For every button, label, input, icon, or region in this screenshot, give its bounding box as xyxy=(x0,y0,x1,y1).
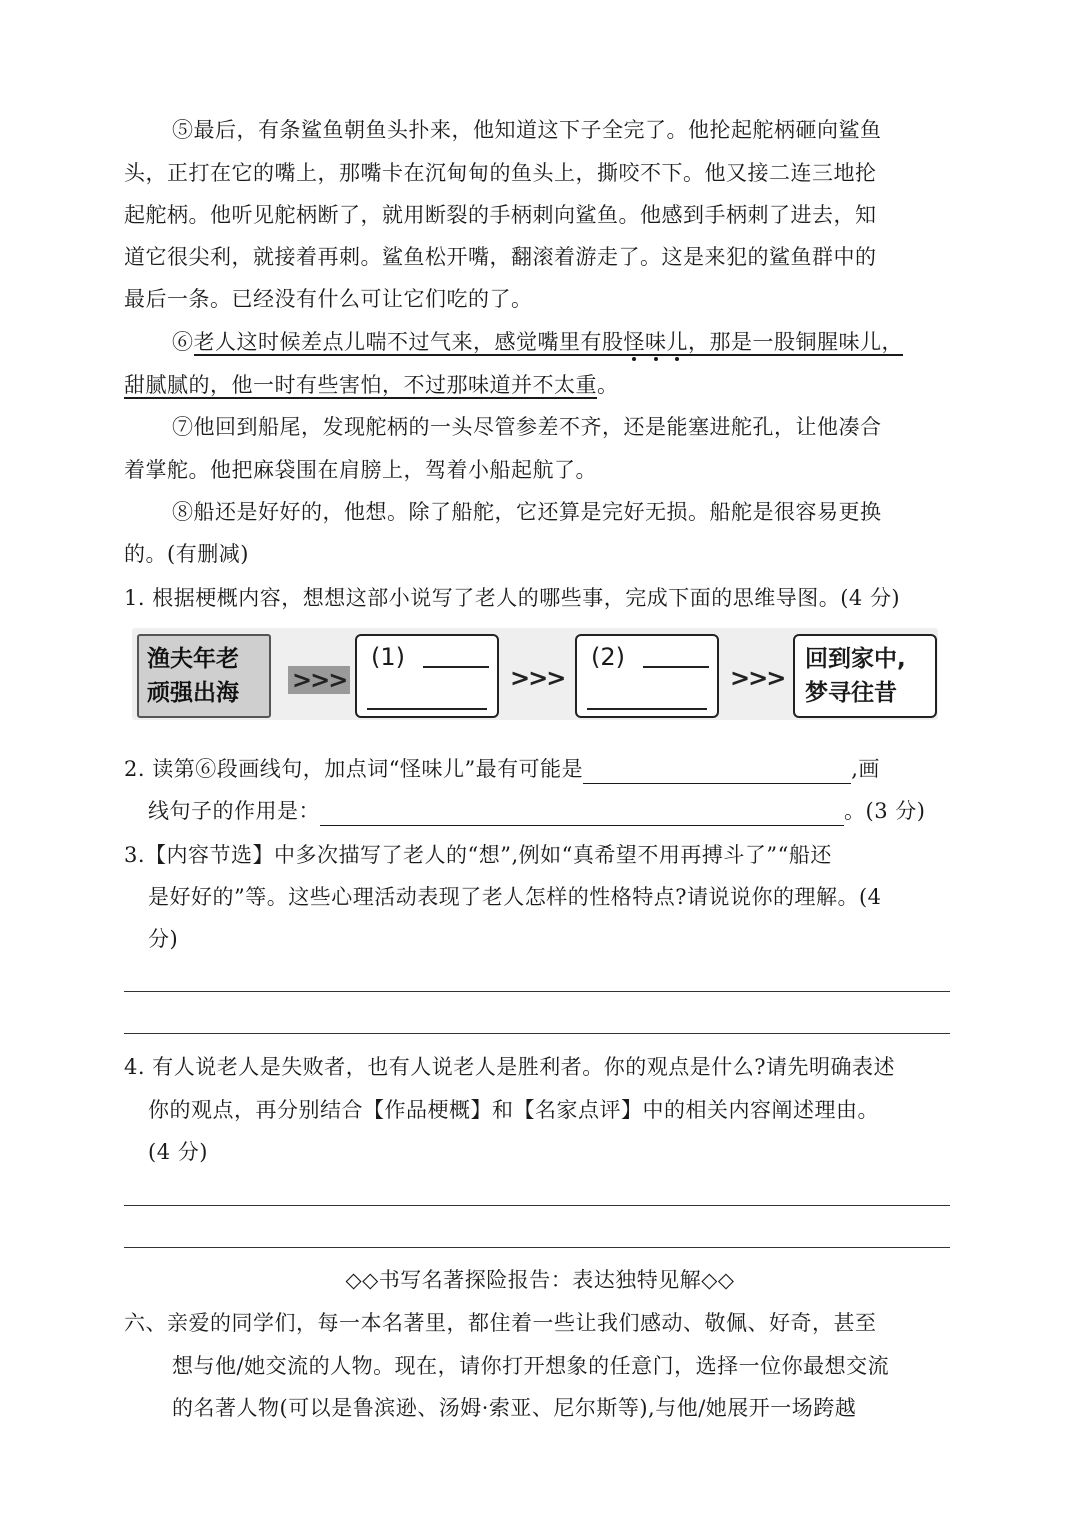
section-heading: ◇◇书写名著探险报告：表达独特见解◇◇ xyxy=(345,1268,735,1292)
question-2-line-1 xyxy=(124,754,880,784)
arrow-2: >>> xyxy=(510,664,565,692)
box-2-label: (2) xyxy=(591,643,625,671)
question-4-line-3: (4 分) xyxy=(148,1140,208,1164)
answer-line-q4-2[interactable] xyxy=(124,1247,950,1248)
box-1-label: (1) xyxy=(371,643,405,671)
paragraph-5-line-1: ⑤最后，有条鲨鱼朝鱼头扑来，他知道这下子全完了。他抡起舵柄砸向鲨鱼 xyxy=(172,118,882,142)
answer-blank-q2b[interactable] xyxy=(320,801,844,826)
dotted-char-1: 怪 xyxy=(623,330,645,354)
paragraph-8-line-1: ⑧船还是好好的，他想。除了船舵，它还算是完好无损。船舵是很容易更换 xyxy=(172,500,882,524)
question-4-line-2: 你的观点，再分别结合【作品梗概】和【名家点评】中的相关内容阐述理由。 xyxy=(148,1098,879,1122)
underlined-sentence-part-2: 甜腻腻的，他一时有些害怕，不过那味道并不太重 xyxy=(124,373,597,397)
box-2-blank-top[interactable] xyxy=(643,666,709,668)
arrow-3: >>> xyxy=(730,664,785,692)
question-3-line-2: 是好好的”等。这些心理活动表现了老人怎样的性格特点?请说说你的理解。(4 xyxy=(148,885,882,909)
question-6-line-2: 想与他/她交流的人物。现在，请你打开想象的任意门，选择一位你最想交流 xyxy=(172,1354,890,1378)
question-2-text-a: 2. 读第⑥段画线句，加点词“怪味儿”最有可能是 xyxy=(124,757,584,781)
mind-map-start-node xyxy=(137,634,271,718)
underlined-text-rest: ，那是一股铜腥味儿， xyxy=(688,330,903,354)
question-2-line-2 xyxy=(148,796,925,826)
end-node-line-2: 梦寻往昔 xyxy=(805,680,897,706)
paragraph-7-line-1: ⑦他回到船尾，发现舵柄的一头尽管参差不齐，还是能塞进舵孔，让他凑合 xyxy=(172,415,882,439)
question-2-text-b: ,画 xyxy=(851,757,880,781)
mind-map-box-2 xyxy=(575,634,719,718)
start-node-line-2: 顽强出海 xyxy=(147,680,239,706)
paragraph-8-line-2: 的。(有删减) xyxy=(124,542,249,566)
paragraph-6-end: 。 xyxy=(597,373,619,397)
paragraph-5-line-3: 起舵柄。他听见舵柄断了，就用断裂的手柄刺向鲨鱼。他感到手柄刺了进去，知 xyxy=(124,203,877,227)
question-4-line-1: 4. 有人说老人是失败者，也有人说老人是胜利者。你的观点是什么?请先明确表述 xyxy=(124,1055,895,1079)
underlined-sentence-part-1 xyxy=(194,330,904,356)
paragraph-6-number: ⑥ xyxy=(172,330,194,354)
paragraph-7-line-2: 着掌舵。他把麻袋围在肩膀上，驾着小船起航了。 xyxy=(124,458,597,482)
dotted-char-3: 儿 xyxy=(666,330,688,354)
mind-map-end-node xyxy=(793,634,937,718)
paragraph-5-line-2: 头，正打在它的嘴上，那嘴卡在沉甸甸的鱼头上，撕咬不下。他又接二连三地抡 xyxy=(124,161,877,185)
box-1-blank-bottom[interactable] xyxy=(367,708,487,710)
question-2-text-c: 线句子的作用是： xyxy=(148,799,320,823)
paragraph-5-line-4: 道它很尖利，就接着再刺。鲨鱼松开嘴，翻滚着游走了。这是来犯的鲨鱼群中的 xyxy=(124,245,877,269)
mind-map-box-1 xyxy=(355,634,499,718)
question-3-line-3: 分) xyxy=(148,927,179,951)
question-6-line-3: 的名著人物(可以是鲁滨逊、汤姆·索亚、尼尔斯等),与他/她展开一场跨越 xyxy=(172,1396,857,1420)
answer-line-q3-1[interactable] xyxy=(124,991,950,992)
paragraph-6-line-2 xyxy=(124,370,619,400)
start-node-line-1: 渔夫年老 xyxy=(147,646,239,672)
question-3-line-1: 3.【内容节选】中多次描写了老人的“想”,例如“真希望不用再搏斗了”“船还 xyxy=(124,843,832,867)
question-1: 1. 根据梗概内容，想想这部小说写了老人的哪些事，完成下面的思维导图。(4 分) xyxy=(124,586,901,610)
question-2-text-d: 。(3 分) xyxy=(844,799,926,823)
arrow-1: >>> xyxy=(288,666,350,694)
answer-blank-q2a[interactable] xyxy=(583,759,851,784)
box-1-blank-top[interactable] xyxy=(423,666,489,668)
answer-line-q3-2[interactable] xyxy=(124,1033,950,1034)
end-node-line-1: 回到家中, xyxy=(805,646,906,672)
answer-line-q4-1[interactable] xyxy=(124,1205,950,1206)
paragraph-5-line-5: 最后一条。已经没有什么可让它们吃的了。 xyxy=(124,287,533,311)
question-6-line-1: 六、亲爱的同学们，每一本名著里，都住着一些让我们感动、敬佩、好奇，甚至 xyxy=(124,1311,877,1335)
dotted-char-2: 味 xyxy=(645,330,667,354)
box-2-blank-bottom[interactable] xyxy=(587,708,707,710)
paragraph-6-line-1 xyxy=(172,327,903,357)
underlined-text: 老人这时候差点儿喘不过气来，感觉嘴里有股 xyxy=(193,330,624,354)
